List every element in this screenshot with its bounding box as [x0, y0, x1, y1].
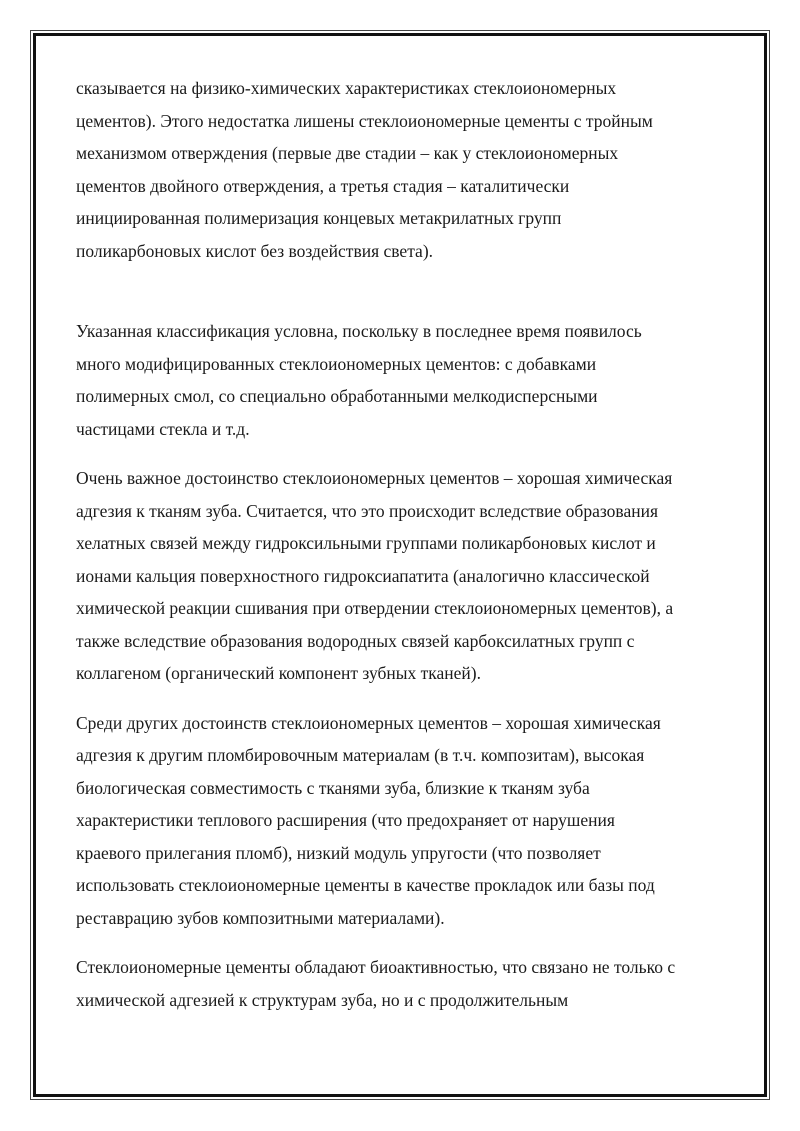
text-line: биологическая совместимость с тканями зуба, близкие к тканям зуба [76, 777, 590, 798]
text-line: сказывается на физико-химических характеристиках стеклоиономерных [76, 78, 617, 98]
text-line: поликарбоновых кислот без воздействия света). [76, 240, 434, 261]
text-line: Очень важное достоинство стеклоиономерных цементов – хорошая химическая [76, 468, 673, 488]
text-line: реставрацию зубов композитными материалами). [76, 907, 445, 928]
text-line: цементов). Этого недостатка лишены стеклоиономерные цементы с тройным [76, 110, 653, 131]
text-line: много модифицированных стеклоиономерных цементов: с добавками [76, 353, 597, 374]
text-line: химической реакции сшивания при отвердении стеклоиономерных цементов), а [76, 598, 674, 618]
text-line: полимерных смол, со специально обработанными мелкодисперсными [76, 386, 598, 406]
text-line: также вследствие образования водородных связей карбоксилатных групп с [76, 630, 635, 651]
text-line: химической адгезией к структурам зуба, но и с продолжительным [76, 989, 569, 1010]
text-line: адгезия к другим пломбировочным материалам (в т.ч. композитам), высокая [76, 745, 645, 765]
paragraph-3 [76, 462, 731, 690]
text-line: адгезия к тканям зуба. Считается, что это происходит вследствие образования [76, 500, 658, 521]
text-line: коллагеном (органический компонент зубных тканей). [76, 663, 482, 683]
text-line: цементов двойного отверждения, а третья стадия – каталитически [76, 175, 570, 196]
text-line: Среди других достоинств стеклоиономерных цементов – хорошая химическая [76, 712, 661, 733]
text-line: Указанная классификация условна, поскольку в последнее время появилось [76, 321, 642, 341]
text-line: использовать стеклоиономерные цементы в качестве прокладок или базы под [76, 875, 655, 895]
text-line: ионами кальция поверхностного гидроксиапатита (аналогично классической [76, 565, 650, 586]
paragraph-5 [76, 951, 731, 1016]
text-line: Стеклоиономерные цементы обладают биоактивностью, что связано не только с [76, 957, 676, 977]
text-line: механизмом отверждения (первые две стадии – как у стеклоиономерных [76, 143, 619, 163]
paragraph-2 [76, 315, 731, 445]
text-line: краевого прилегания пломб), низкий модуль упругости (что позволяет [76, 842, 601, 863]
text-line: частицами стекла и т.д. [76, 418, 250, 439]
paragraph-1 [76, 72, 731, 267]
text-line: характеристики теплового расширения (что предохраняет от нарушения [76, 810, 615, 830]
paragraph-4 [76, 707, 731, 935]
text-line: хелатных связей между гидроксильными группами поликарбоновых кислот и [76, 533, 656, 553]
text-line: инициированная полимеризация концевых метакрилатных групп [76, 208, 562, 228]
document-body [76, 72, 731, 1016]
